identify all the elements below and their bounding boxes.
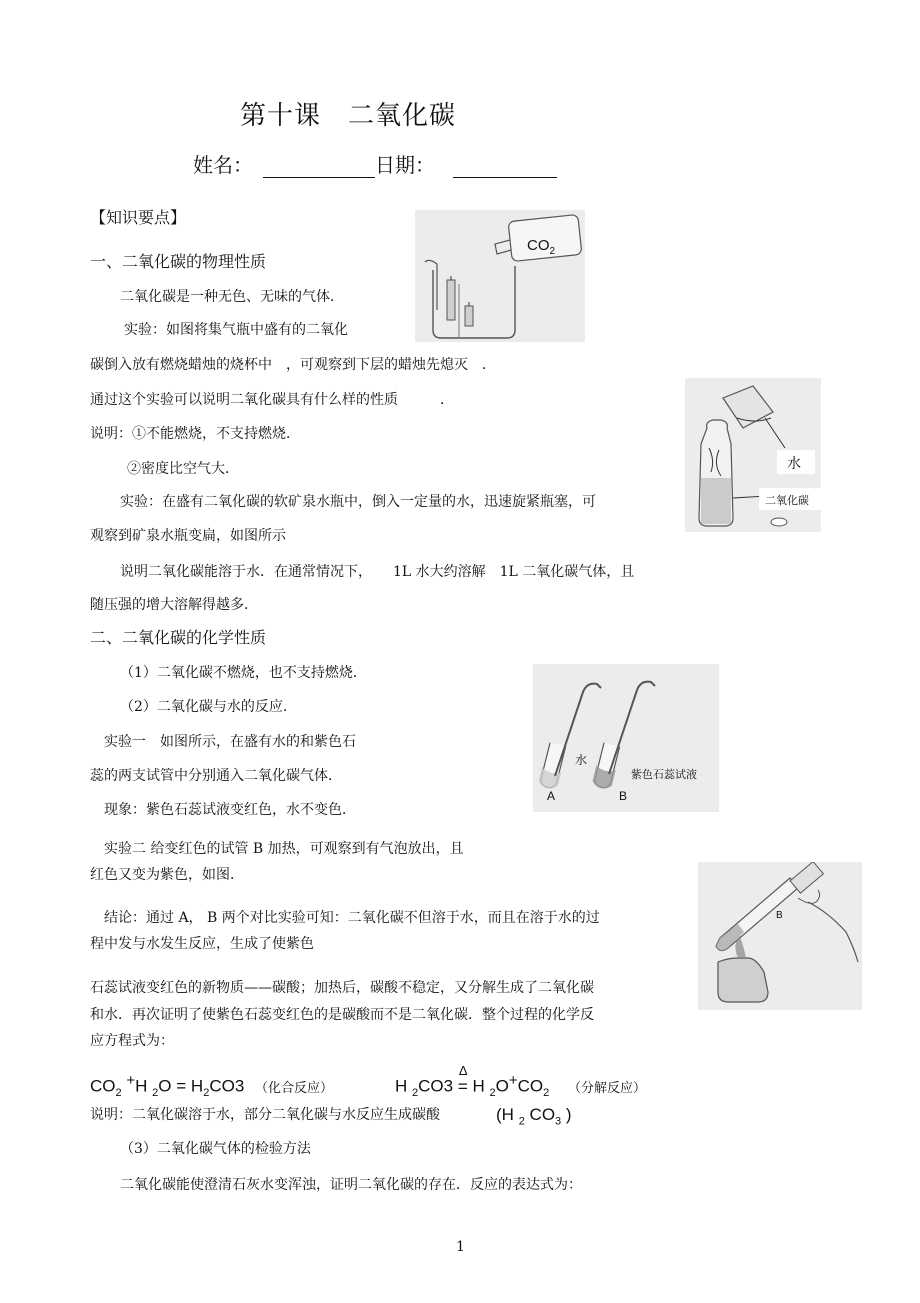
sec1-p2a: 实验：如图将集气瓶中盛有的二氧化 (124, 322, 348, 338)
sec2-heading: 二、二氧化碳的化学性质 (90, 628, 267, 647)
fig3-water-label: 水 (575, 753, 588, 767)
fig3-b-label: B (619, 789, 628, 803)
figure-bottle-water (685, 378, 821, 532)
sec1-p3: 通过这个实验可以说明二氧化碳具有什么样的性质 ． (90, 392, 454, 408)
sec1-p5a: 说明二氧化碳能溶于水．在通常情况下， 1L 水大约溶解 1L 二氧化碳气体，且 (120, 564, 635, 580)
equation-combination: $CO_2$ +H $_2O = H_2CO3$ （化合反应） (90, 1072, 334, 1100)
conclusion-2: 程中发与水发生反应，生成了使紫色 (90, 936, 314, 952)
bottle-drawing (685, 378, 821, 532)
name-date-line (193, 152, 557, 178)
name-label: 姓名： (193, 153, 253, 177)
pour-co2-drawing (415, 210, 585, 342)
fig1-co2-label: $CO_2$ (527, 237, 556, 257)
observation: 现象：紫色石蕊试液变红色，水不变色． (104, 802, 356, 818)
sec1-heading: 一、二氧化碳的物理性质 (90, 252, 267, 271)
fig2-co2-label: 二氧化碳 (765, 494, 809, 507)
eq1-note: （化合反应） (255, 1080, 334, 1096)
carbonic-acid-formula: (H $_2$ $CO_3$ ) (496, 1105, 572, 1128)
exp2-b: 红色又变为紫色，如图． (90, 867, 244, 883)
fig4-b-label: B (776, 910, 783, 921)
fig3-litmus-label: 紫色石蕊试液 (631, 768, 697, 781)
exp1-b: 蕊的两支试管中分别通入二氧化碳气体． (90, 768, 342, 784)
name-blank[interactable] (263, 157, 375, 178)
test-tubes-drawing (533, 664, 719, 812)
sec2-item1: （1）二氧化碳不燃烧，也不支持燃烧． (120, 665, 367, 681)
heating-drawing (698, 862, 862, 1010)
conclusion-3: 石蕊试液变红色的新物质——碳酸；加热后，碳酸不稳定，又分解生成了二氧化碳 (90, 980, 594, 996)
sec2-item2: （2）二氧化碳与水的反应． (120, 699, 297, 715)
conclusion-1: 结论：通过 A， B 两个对比实验可知：二氧化碳不但溶于水，而且在溶于水的过 (104, 910, 600, 926)
sec1-p1: 二氧化碳是一种无色、无味的气体． (120, 289, 344, 305)
figure-pour-co2-candles (415, 210, 585, 342)
sec1-p4a: 实验：在盛有二氧化碳的软矿泉水瓶中，倒入一定量的水，迅速旋紧瓶塞，可 (120, 494, 596, 510)
sec1-p4b: 观察到矿泉水瓶变扁，如图所示 (90, 528, 286, 544)
equation-decomposition: H $_2$CO3 Δ = H $_2O^+CO_2$ （分解反应） (395, 1070, 646, 1104)
conclusion-4: 和水．再次证明了使紫色石蕊变红色的是碳酸而不是二氧化碳．整个过程的化学反 (90, 1007, 594, 1023)
exp2-a: 实验二 给变红色的试管 B 加热，可观察到有气泡放出，且 (104, 841, 464, 857)
exp1-a: 实验一 如图所示，在盛有水的和紫色石 (104, 734, 356, 750)
figure-test-tubes-ab (533, 664, 719, 812)
page-number: 1 (456, 1239, 465, 1255)
sec1-p5b: 随压强的增大溶解得越多． (90, 597, 258, 613)
fig2-water-label: 水 (787, 456, 801, 472)
heat-symbol: Δ (458, 1062, 468, 1078)
date-label: 日期： (375, 153, 435, 177)
section-key-points: 【知识要点】 (90, 208, 187, 227)
conclusion-5: 应方程式为： (90, 1033, 174, 1049)
page-title: 第十课 二氧化碳 (240, 101, 457, 131)
fig3-a-label: A (547, 789, 556, 803)
figure-heating-tube-b (698, 862, 862, 1010)
sec2-item3: （3）二氧化碳气体的检验方法 (120, 1141, 311, 1157)
sec1-p2b: 碳倒入放有燃烧蜡烛的烧杯中 ，可观察到下层的蜡烛先熄灭 ． (90, 357, 496, 373)
explanation: 说明：二氧化碳溶于水，部分二氧化碳与水反应生成碳酸 (90, 1107, 440, 1123)
sec1-note2: ②密度比空气大． (127, 461, 239, 477)
eq2-note: （分解反应） (568, 1080, 647, 1096)
sec1-note1: 说明：①不能燃烧，不支持燃烧． (90, 426, 300, 442)
date-blank[interactable] (453, 157, 557, 178)
sec2-item3-text: 二氧化碳能使澄清石灰水变浑浊，证明二氧化碳的存在．反应的表达式为： (120, 1177, 582, 1193)
